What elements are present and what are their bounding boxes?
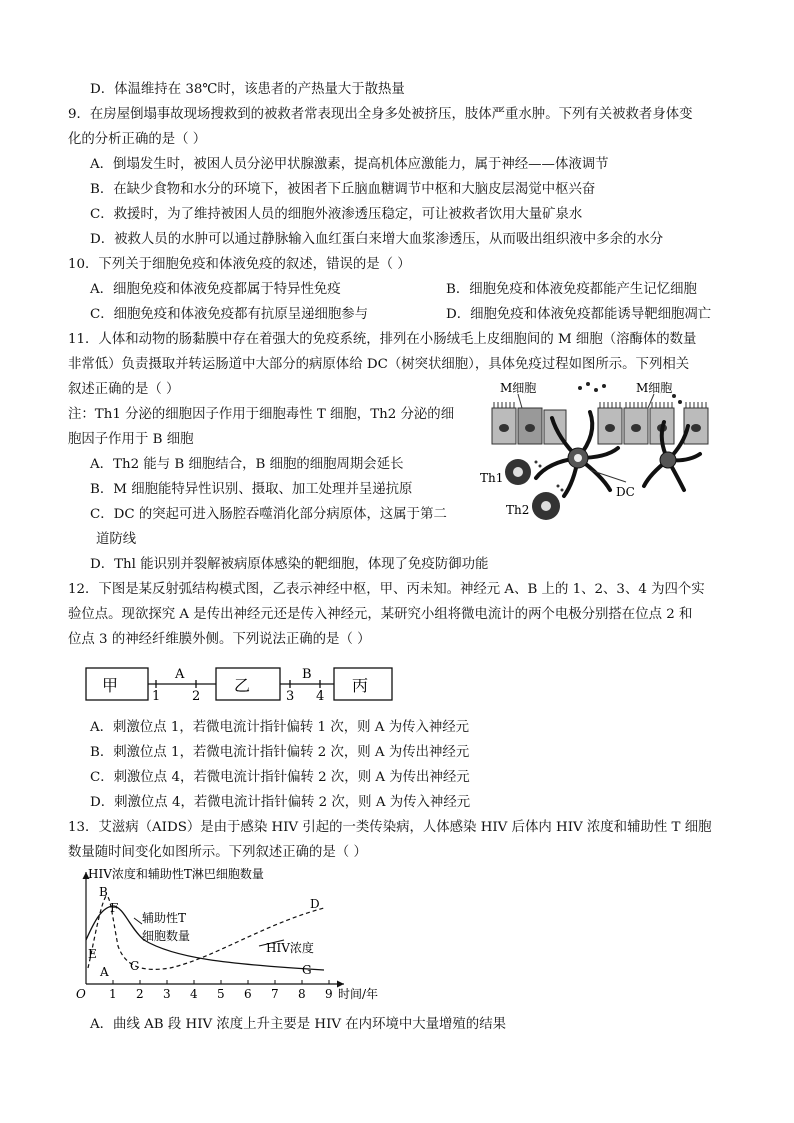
x-tick-label: 6 xyxy=(244,987,252,1001)
neuron-b-label: B xyxy=(302,667,312,682)
th2-label: Th2 xyxy=(506,503,530,517)
q11-option-d: D．Thl 能识别并裂解被病原体感染的靶细胞，体现了免疫防御功能 xyxy=(90,557,489,572)
q9-option-a: A．倒塌发生时，被困人员分泌甲状腺激素，提高机体应激能力，属于神经——体液调节 xyxy=(90,157,609,172)
q9-stem-1: 9．在房屋倒塌事故现场搜救到的被救者常表现出全身多处被挤压，肢体严重水肿。下列有关被救者身体变 xyxy=(68,107,693,122)
m-cell-label-right: M细胞 xyxy=(636,381,673,395)
q12-stem-2: 验位点。现欲探究 A 是传出神经元还是传入神经元，某研究小组将微电流计的两个电极分别搭在位点 2 和 xyxy=(68,607,693,622)
q8-option-d: D．体温维持在 38℃时，该患者的产热量大于散热量 xyxy=(90,82,405,97)
x-tick-label: 2 xyxy=(136,987,144,1001)
x-tick-label: 3 xyxy=(163,987,171,1001)
epithelium-row xyxy=(492,408,708,444)
q10-option-a: A．细胞免疫和体液免疫都属于特异性免疫 xyxy=(90,282,341,297)
q12-option-a: A．刺激位点 1，若微电流计指针偏转 1 次，则 A 为传入神经元 xyxy=(90,720,470,735)
q10-stem: 10．下列关于细胞免疫和体液免疫的叙述，错误的是（ ） xyxy=(68,257,411,272)
q11-option-c-2: 道防线 xyxy=(96,532,137,547)
q11-option-c-1: C．DC 的突起可进入肠腔吞噬消化部分病原体，这属于第二 xyxy=(90,507,447,522)
point-1: 1 xyxy=(152,689,161,704)
q10-option-b: B．细胞免疫和体液免疫都能产生记忆细胞 xyxy=(446,282,697,297)
q9-option-d: D．被救人员的水肿可以通过静脉输入血红蛋白来增大血浆渗透压，从而吸出组织液中多余的水分 xyxy=(90,232,664,247)
point-a: A xyxy=(100,965,109,979)
box-bing: 丙 xyxy=(352,676,369,695)
t-cell-curve xyxy=(86,906,324,970)
q11-option-a: A．Th2 能与 B 细胞结合，B 细胞的细胞周期会延长 xyxy=(90,457,404,472)
point-3: 3 xyxy=(286,689,295,704)
q10-option-d: D．细胞免疫和体液免疫都能诱导靶细胞凋亡 xyxy=(446,307,712,322)
q12-reflex-arc-diagram xyxy=(84,662,396,704)
q13-stem-2: 数量随时间变化如图所示。下列叙述正确的是（ ） xyxy=(68,845,367,860)
dc-label: DC xyxy=(616,485,635,499)
q12-stem-1: 12．下图是某反射弧结构模式图，乙表示神经中枢，甲、丙未知。神经元 A、B 上的 1、2、3、4 为四个实 xyxy=(68,582,705,597)
x-tick-label: 5 xyxy=(217,987,225,1001)
y-axis-label: HIV浓度和辅助性T淋巴细胞数量 xyxy=(88,867,264,881)
q11-note-1: 注：Th1 分泌的细胞因子作用于细胞毒性 T 细胞，Th2 分泌的细 xyxy=(68,407,455,422)
point-2: 2 xyxy=(192,689,201,704)
q12-option-b: B．刺激位点 1，若微电流计指针偏转 2 次，则 A 为传出神经元 xyxy=(90,745,470,760)
point-c: C xyxy=(130,959,140,973)
q11-option-b: B．M 细胞能特异性识别、摄取、加工处理并呈递抗原 xyxy=(90,482,413,497)
q9-option-b: B．在缺少食物和水分的环境下，被困者下丘脑血糖调节中枢和大脑皮层渴觉中枢兴奋 xyxy=(90,182,596,197)
t-cell-label-2: 细胞数量 xyxy=(142,929,191,943)
q11-stem-1: 11．人体和动物的肠黏膜中存在着强大的免疫系统，排列在小肠绒毛上皮细胞间的 M 细胞（溶酶体的数量 xyxy=(68,332,697,347)
point-e: E xyxy=(88,947,97,961)
th1-label: Th1 xyxy=(480,471,504,485)
q13-stem-1: 13．艾滋病（AIDS）是由于感染 HIV 引起的一类传染病，人体感染 HIV 后体内 HIV 浓度和辅助性 T 细胞 xyxy=(68,820,712,835)
q11-immune-diagram xyxy=(478,378,718,528)
x-tick-label: 1 xyxy=(109,987,117,1001)
point-4: 4 xyxy=(316,689,325,704)
x-tick-label: 7 xyxy=(271,987,279,1001)
m-cell-label-left: M细胞 xyxy=(500,381,537,395)
q9-stem-2: 化的分析正确的是（ ） xyxy=(68,132,207,147)
q11-stem-2: 非常低）负责摄取并转运肠道中大部分的病原体给 DC（树突状细胞），具体免疫过程如图所示。下列相关 xyxy=(68,357,690,372)
q12-stem-3: 位点 3 的神经纤维膜外侧。下列说法正确的是（ ） xyxy=(68,632,371,647)
point-b: B xyxy=(99,885,108,899)
hiv-label: HIV浓度 xyxy=(266,941,314,955)
x-tick-label: 9 xyxy=(325,987,333,1001)
point-d: D xyxy=(310,897,320,911)
q13-option-a: A．曲线 AB 段 HIV 浓度上升主要是 HIV 在内环境中大量增殖的结果 xyxy=(90,1017,506,1032)
q9-option-c: C．救援时，为了维持被困人员的细胞外液渗透压稳定，可让被救者饮用大量矿泉水 xyxy=(90,207,583,222)
box-jia: 甲 xyxy=(102,676,119,695)
x-tick-label: 4 xyxy=(190,987,198,1001)
x-axis-label: 时间/年 xyxy=(338,987,379,1001)
neuron-a-label: A xyxy=(175,667,185,682)
origin-label: O xyxy=(76,987,86,1001)
q12-option-d: D．刺激位点 4，若微电流计指针偏转 2 次，则 A 为传入神经元 xyxy=(90,795,471,810)
box-yi: 乙 xyxy=(234,676,251,695)
point-g: G xyxy=(302,963,312,977)
point-f: F xyxy=(110,901,119,915)
t-cell-label-1: 辅助性T xyxy=(142,911,187,925)
hiv-curve xyxy=(88,896,324,970)
q13-hiv-chart xyxy=(74,864,394,1012)
q12-option-c: C．刺激位点 4，若微电流计指针偏转 2 次，则 A 为传出神经元 xyxy=(90,770,470,785)
q10-option-c: C．细胞免疫和体液免疫都有抗原呈递细胞参与 xyxy=(90,307,369,322)
x-tick-label: 8 xyxy=(298,987,306,1001)
q11-stem-3: 叙述正确的是（ ） xyxy=(68,382,180,397)
q11-note-2: 胞因子作用于 B 细胞 xyxy=(68,432,194,447)
